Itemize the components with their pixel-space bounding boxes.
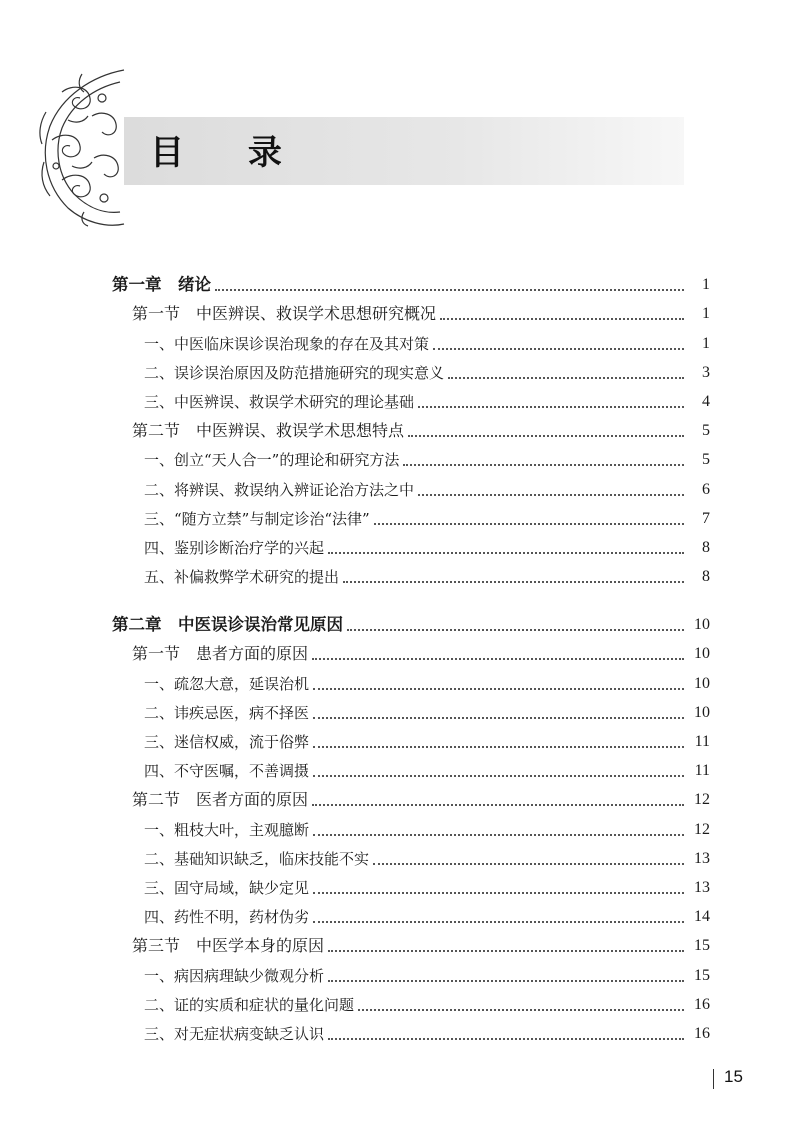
toc-chapter-entry[interactable] bbox=[112, 606, 710, 635]
toc-leader-dots bbox=[433, 348, 684, 350]
toc-leader-dots bbox=[313, 775, 684, 777]
toc-section-entry[interactable] bbox=[112, 927, 710, 956]
toc-section-entry[interactable] bbox=[112, 781, 710, 810]
toc-entry-page: 14 bbox=[694, 908, 710, 926]
toc-entry-label: 一、粗枝大叶，主观臆断 bbox=[144, 820, 310, 839]
toc-leader-dots bbox=[374, 523, 684, 525]
toc-leader-dots bbox=[418, 406, 684, 408]
toc-item-entry[interactable] bbox=[112, 840, 710, 869]
toc-entry-label: 三、中医辨误、救误学术研究的理论基础 bbox=[144, 392, 415, 411]
toc-section-entry[interactable] bbox=[112, 295, 710, 324]
toc-entry-label: 一、病因病理缺少微观分析 bbox=[144, 966, 325, 985]
toc-leader-dots bbox=[448, 377, 684, 379]
toc-leader-dots bbox=[418, 494, 684, 496]
toc-leader-dots bbox=[328, 950, 684, 952]
toc-entry-page: 13 bbox=[694, 878, 710, 896]
toc-leader-dots bbox=[358, 1009, 684, 1011]
toc-entry-label: 二、基础知识缺乏，临床技能不实 bbox=[144, 849, 370, 868]
toc-leader-dots bbox=[373, 863, 684, 865]
toc-leader-dots bbox=[403, 464, 684, 466]
toc-entry-page: 10 bbox=[694, 703, 710, 721]
toc-item-entry[interactable] bbox=[112, 500, 710, 529]
toc-section-entry[interactable] bbox=[112, 635, 710, 664]
toc-item-entry[interactable] bbox=[112, 898, 710, 927]
toc-entry-page: 1 bbox=[702, 305, 710, 323]
toc-entry-page: 11 bbox=[694, 733, 710, 750]
toc-entry-page: 7 bbox=[702, 509, 710, 527]
toc-entry-page: 10 bbox=[694, 674, 710, 692]
toc-entry-label: 三、固守局域，缺少定见 bbox=[144, 878, 310, 897]
toc-entry-page: 11 bbox=[694, 762, 710, 780]
toc-item-entry[interactable] bbox=[112, 470, 710, 499]
toc-entry-page: 13 bbox=[694, 849, 710, 867]
toc-entry-label: 一、创立“天人合一”的理论和研究方法 bbox=[144, 451, 400, 470]
toc-item-entry[interactable] bbox=[112, 529, 710, 558]
page-number: 15 bbox=[724, 1067, 743, 1086]
toc-entry-label: 第一章 绪论 bbox=[112, 275, 211, 295]
toc-entry-page: 16 bbox=[694, 995, 710, 1013]
toc-leader-dots bbox=[312, 804, 684, 806]
toc-entry-label: 第一节 患者方面的原因 bbox=[132, 644, 309, 664]
toc-leader-dots bbox=[313, 717, 684, 719]
toc-entry-page: 3 bbox=[702, 363, 710, 381]
toc-section-entry[interactable] bbox=[112, 412, 710, 441]
toc-leader-dots bbox=[328, 552, 684, 554]
toc-item-entry[interactable] bbox=[112, 664, 710, 693]
toc-entry-label: 五、补偏救弊学术研究的提出 bbox=[144, 568, 340, 587]
toc-entry-label: 第二节 医者方面的原因 bbox=[132, 790, 309, 810]
toc-item-entry[interactable] bbox=[112, 986, 710, 1015]
toc-item-entry[interactable] bbox=[112, 723, 710, 752]
toc-entry-page: 10 bbox=[694, 645, 710, 663]
toc-entry-page: 1 bbox=[702, 276, 710, 294]
table-of-contents bbox=[112, 266, 710, 1044]
toc-entry-label: 三、对无症状病变缺乏认识 bbox=[144, 1024, 325, 1043]
toc-item-entry[interactable] bbox=[112, 324, 710, 353]
toc-leader-dots bbox=[328, 1038, 684, 1040]
toc-item-entry[interactable] bbox=[112, 869, 710, 898]
decorative-ornament-icon bbox=[32, 62, 132, 232]
toc-entry-label: 四、药性不明，药材伪劣 bbox=[144, 908, 310, 927]
toc-entry-label: 第二节 中医辨误、救误学术思想特点 bbox=[132, 421, 405, 441]
toc-entry-page: 8 bbox=[702, 568, 710, 586]
toc-item-entry[interactable] bbox=[112, 441, 710, 470]
toc-entry-label: 二、误诊误治原因及防范措施研究的现实意义 bbox=[144, 363, 445, 382]
toc-entry-label: 二、讳疾忌医，病不择医 bbox=[144, 703, 310, 722]
toc-entry-label: 四、不守医嘱，不善调摄 bbox=[144, 762, 310, 781]
toc-entry-page: 15 bbox=[694, 966, 710, 984]
toc-leader-dots bbox=[313, 688, 684, 690]
toc-entry-page: 12 bbox=[694, 820, 710, 838]
toc-leader-dots bbox=[440, 318, 684, 320]
toc-leader-dots bbox=[328, 980, 684, 982]
toc-leader-dots bbox=[313, 921, 684, 923]
toc-entry-page: 5 bbox=[702, 451, 710, 469]
toc-entry-label: 二、证的实质和症状的量化问题 bbox=[144, 995, 355, 1014]
toc-leader-dots bbox=[313, 746, 684, 748]
toc-leader-dots bbox=[408, 435, 684, 437]
toc-entry-label: 二、将辨误、救误纳入辨证论治方法之中 bbox=[144, 480, 415, 499]
toc-leader-dots bbox=[347, 629, 684, 631]
toc-entry-page: 10 bbox=[694, 616, 710, 634]
toc-leader-dots bbox=[313, 834, 684, 836]
toc-entry-page: 1 bbox=[702, 334, 710, 352]
toc-entry-label: 一、中医临床误诊误治现象的存在及其对策 bbox=[144, 334, 430, 353]
toc-leader-dots bbox=[313, 892, 684, 894]
toc-entry-page: 12 bbox=[694, 791, 710, 809]
toc-entry-label: 第一节 中医辨误、救误学术思想研究概况 bbox=[132, 304, 437, 324]
toc-entry-page: 6 bbox=[702, 480, 710, 498]
toc-entry-label: 三、迷信权威，流于俗弊 bbox=[144, 733, 310, 751]
toc-item-entry[interactable] bbox=[112, 558, 710, 587]
toc-item-entry[interactable] bbox=[112, 1015, 710, 1044]
toc-entry-page: 4 bbox=[702, 392, 710, 410]
toc-entry-page: 15 bbox=[694, 937, 710, 955]
toc-item-entry[interactable] bbox=[112, 956, 710, 985]
toc-item-entry[interactable] bbox=[112, 383, 710, 412]
page-title: 目 录 bbox=[150, 133, 308, 173]
toc-item-entry[interactable] bbox=[112, 694, 710, 723]
toc-chapter-entry[interactable] bbox=[112, 266, 710, 295]
toc-entry-label: 第三节 中医学本身的原因 bbox=[132, 936, 325, 956]
toc-leader-dots bbox=[312, 658, 684, 660]
toc-entry-page: 8 bbox=[702, 538, 710, 556]
toc-item-entry[interactable] bbox=[112, 810, 710, 839]
toc-entry-label: 一、疏忽大意，延误治机 bbox=[144, 674, 310, 693]
toc-item-entry[interactable] bbox=[112, 752, 710, 781]
toc-item-entry[interactable] bbox=[112, 354, 710, 383]
toc-entry-page: 16 bbox=[694, 1024, 710, 1042]
toc-entry-label: 四、鉴别诊断治疗学的兴起 bbox=[144, 538, 325, 557]
toc-leader-dots bbox=[343, 581, 684, 583]
footer-divider bbox=[713, 1069, 714, 1089]
toc-leader-dots bbox=[215, 289, 684, 291]
toc-entry-label: 第二章 中医误诊误治常见原因 bbox=[112, 615, 343, 635]
toc-entry-label: 三、“随方立禁”与制定诊治“法律” bbox=[144, 509, 370, 528]
toc-entry-page: 5 bbox=[702, 422, 710, 440]
